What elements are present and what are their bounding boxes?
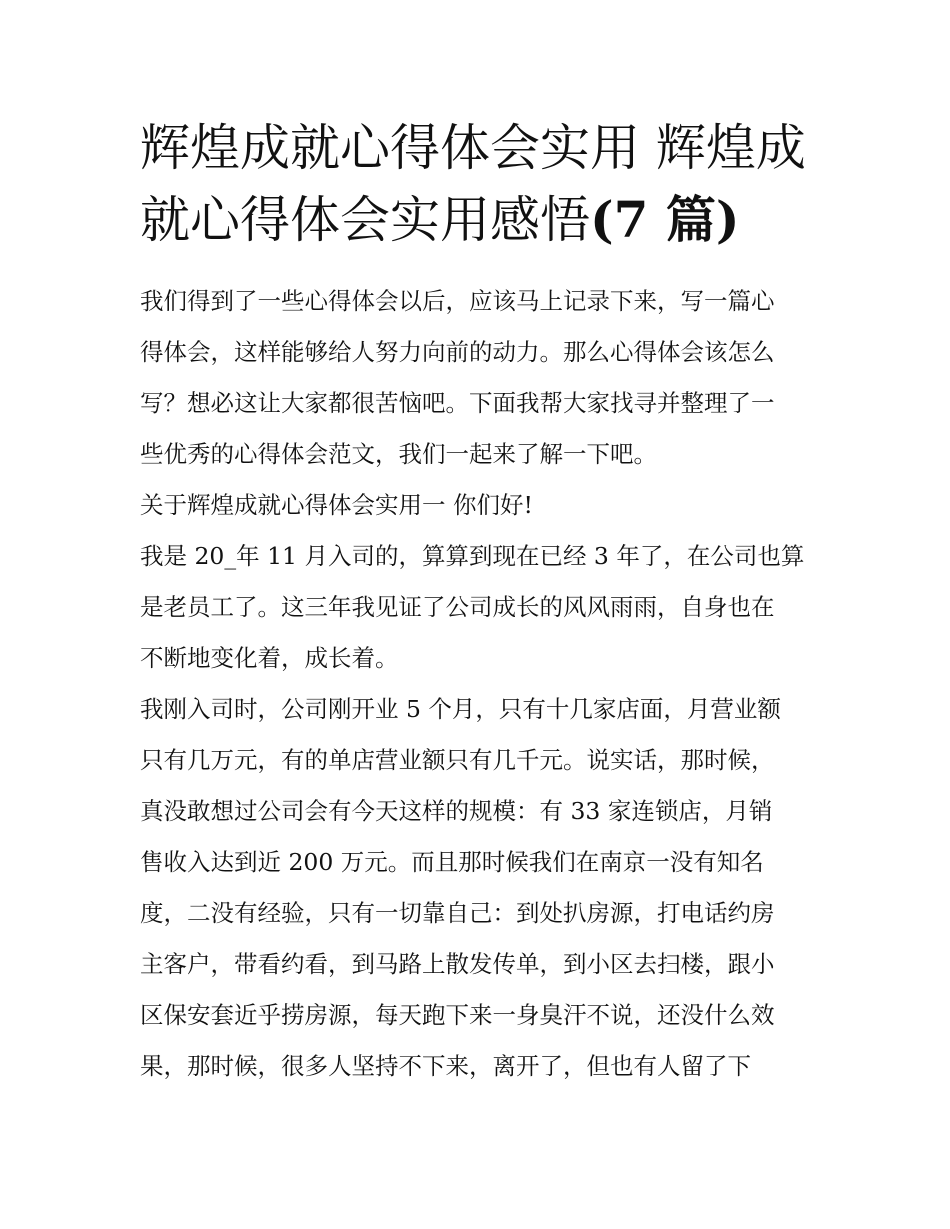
body-line: 果，那时候，很多人坚持不下来，离开了，但也有人留了下 — [140, 1052, 751, 1080]
body-line: 得体会，这样能够给人努力向前的动力。那么心得体会该怎么 — [140, 338, 775, 366]
body-line: 是老员工了。这三年我见证了公司成长的风风雨雨，自身也在 — [140, 593, 775, 621]
title-line-2: 就心得体会实用感悟 — [140, 191, 590, 249]
body-line: 写？想必这让大家都很苦恼吧。下面我帮大家找寻并整理了一 — [140, 389, 775, 417]
title-count: (7 篇) — [590, 190, 740, 249]
body-line: 不断地变化着，成长着。 — [140, 644, 399, 672]
body-line: 我是 20_年 11 月入司的，算算到现在已经 3 年了，在公司也算 — [140, 542, 805, 570]
document-title — [140, 112, 820, 256]
body-line: 些优秀的心得体会范文，我们一起来了解一下吧。 — [140, 440, 657, 468]
body-line: 度，二没有经验，只有一切靠自己：到处扒房源，打电话约房 — [140, 899, 775, 927]
body-line: 区保安套近乎捞房源，每天跑下来一身臭汗不说，还没什么效 — [140, 1001, 775, 1029]
body-line: 我刚入司时，公司刚开业 5 个月，只有十几家店面，月营业额 — [140, 695, 781, 723]
body-line: 售收入达到近 200 万元。而且那时候我们在南京一没有知名 — [140, 848, 764, 876]
body-line: 真没敢想过公司会有今天这样的规模：有 33 家连锁店，月销 — [140, 797, 773, 825]
title-line-1: 辉煌成就心得体会实用 辉煌成 — [140, 119, 806, 177]
section-heading: 关于辉煌成就心得体会实用一 你们好! — [140, 491, 533, 519]
body-line: 主客户，带看约看，到马路上散发传单，到小区去扫楼，跟小 — [140, 950, 775, 978]
body-line: 只有几万元，有的单店营业额只有几千元。说实话，那时候， — [140, 746, 775, 774]
body-line: 我们得到了一些心得体会以后，应该马上记录下来，写一篇心 — [140, 287, 775, 315]
document-body — [140, 276, 820, 1092]
